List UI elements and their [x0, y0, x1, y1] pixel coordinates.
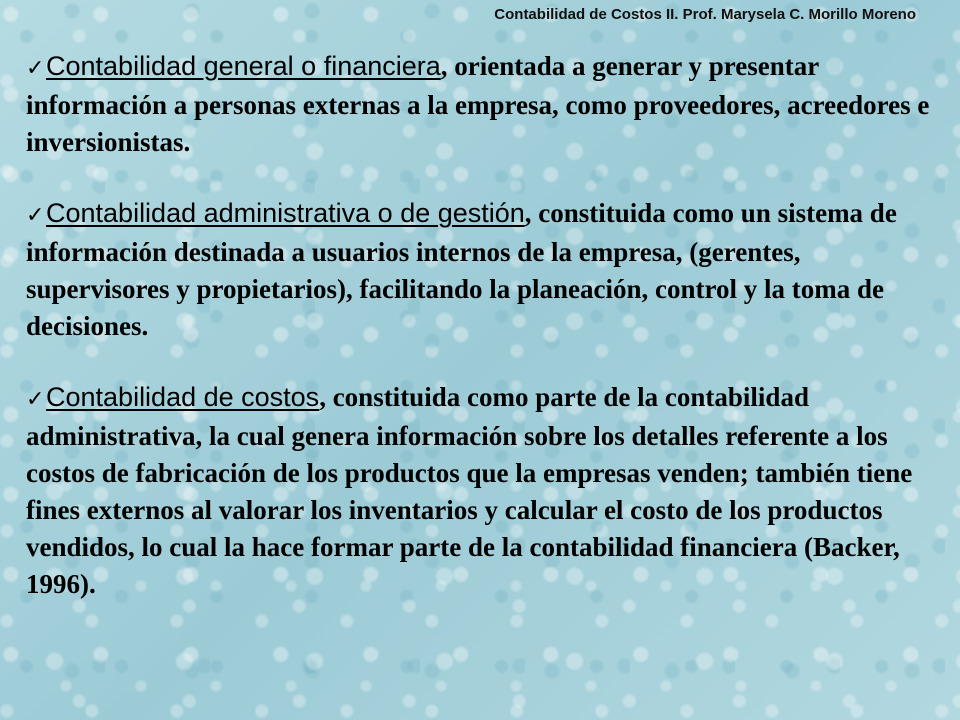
list-item: [26, 379, 946, 603]
item-text: , orientada a generar y presentar información a personas externas a la empresa, como proveedores, acreedores e inversionistas.: [26, 51, 930, 157]
slide-content: [26, 48, 946, 637]
list-item: [26, 48, 946, 161]
item-term: Contabilidad administrativa o de gestión: [46, 198, 525, 228]
slide-header: Contabilidad de Costos II. Prof. Marysela C. Morillo Moreno: [494, 6, 916, 23]
list-item: [26, 195, 946, 345]
checkmark-icon: ✓: [26, 387, 45, 412]
item-term: Contabilidad de costos: [46, 382, 320, 412]
item-term: Contabilidad general o financiera: [46, 51, 441, 81]
item-text: , constituida como un sistema de información destinada a usuarios internos de la empresa, (gerentes, supervisores y propietarios), facilitando la planeación, control y la toma de decisiones.: [26, 198, 897, 341]
item-text: , constituida como parte de la contabilidad administrativa, la cual genera información sobre los detalles referente a los costos de fabricación de los productos que la empresas venden; también tiene fines externos al valorar los inventarios y calcular el costo de los productos vendidos, lo cual la hace formar parte de la contabilidad financiera (Backer, 1996).: [26, 382, 913, 599]
checkmark-icon: ✓: [26, 56, 45, 81]
checkmark-icon: ✓: [26, 203, 45, 228]
